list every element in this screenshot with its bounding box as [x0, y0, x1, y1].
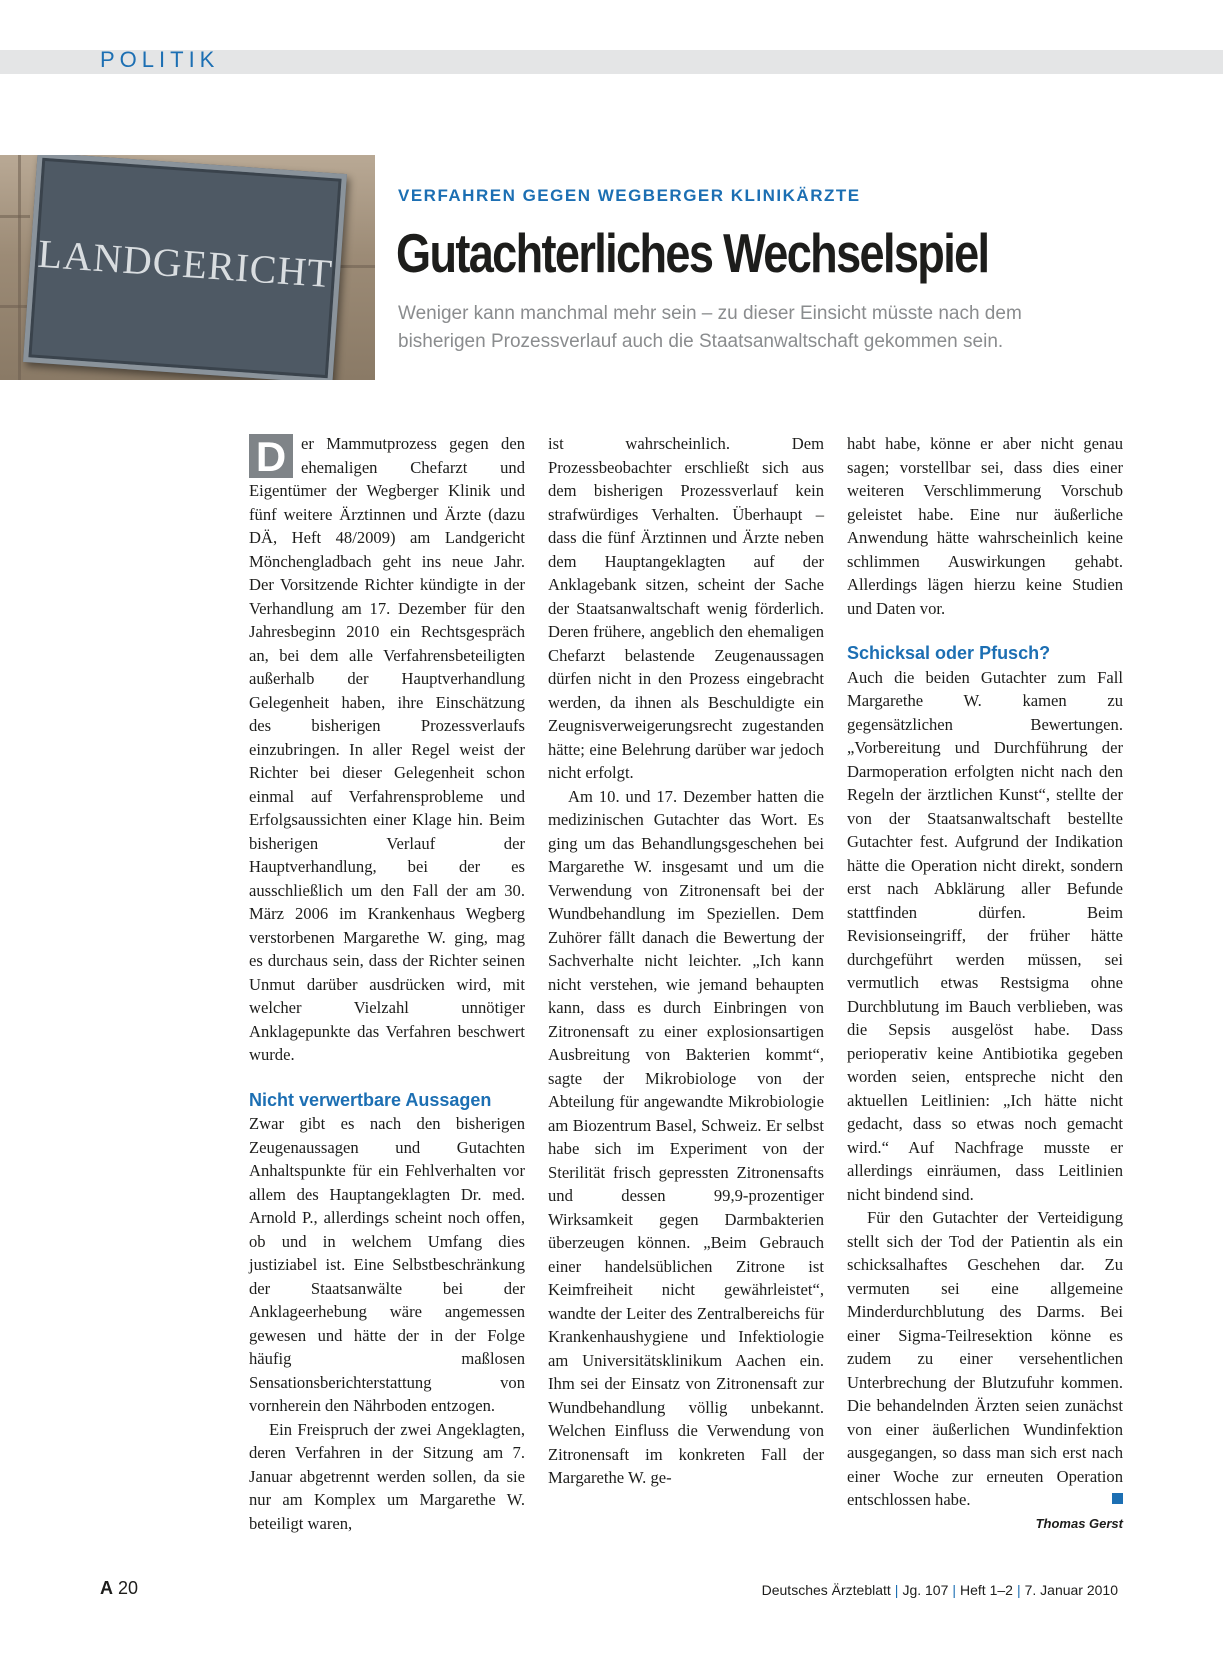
sign-text: LANDGERICHT	[36, 230, 335, 297]
article-headline: Gutachterliches Wechselspiel	[396, 222, 989, 284]
drop-cap: D	[249, 434, 293, 478]
body-paragraph	[847, 1206, 1123, 1512]
paragraph-text: er Mammutprozess gegen den ehemaligen Chefarzt und Eigentümer der Wegberger Klinik und fünf weitere Ärztinnen und Ärzte (dazu DÄ, Heft 48/2009) am Landgericht Mönchengladbach geht ins neue Jahr. Der Vorsitzende Richter kündigte in der Verhandlung am 17. Dezember für den Jahresbeginn 2010 ein Rechtsgespräch an, bei dem alle Verfahrensbeteiligten außerhalb der Hauptverhandlung Gelegenheit haben, ihre Einschätzung des bisherigen Prozessverlaufs einzubringen. In aller Regel weist der Richter bei dieser Gelegenheit schon einmal auf Verfahrensprobleme und Erfolgsaussichten einer Klage hin. Beim bisherigen Verlauf der Hauptverhandlung, bei der es ausschließlich um den Fall der am 30. März 2006 im Krankenhaus Wegberg verstorbenen Margarethe W. ging, mag es durchaus sein, dass der Richter seinen Unmut darüber ausdrücken wird, mit welcher Vielzahl unnötiger Anklagepunkte das Verfahren beschwert wurde.	[249, 434, 525, 1064]
body-paragraph: Auch die beiden Gutachter zum Fall Margarethe W. kamen zu gegensätzlichen Bewertungen. „Vorbereitung und Durchführung der Darmoperation erfolgten nicht nach den Regeln der ärztlichen Kunst“, stellte der von der Staatsanwaltschaft bestellte Gutachter fest. Aufgrund der Indikation hätte die Operation nicht direkt, sondern erst nach Abklärung aller Befunde stattfinden dürfen. Beim Revisionseingriff, der früher hätte durchgeführt werden müssen, sei vermutlich etwas Restsigma ohne Durchblutung im Bauch verblieben, was die Sepsis ausgelöst habe. Dass perioperativ keine Antibiotika gegeben worden seien, entspreche nicht den aktuellen Leitlinien: „Ich hätte nicht gedacht, dass so etwas noch gemacht wird.“ Auf Nachfrage musste er allerdings einräumen, dass Leitlinien nicht bindend sind.	[847, 667, 1123, 1204]
courthouse-sign	[23, 155, 347, 380]
paragraph-text: Für den Gutachter der Verteidigung stellt sich der Tod der Patientin als ein schicksalhaftes Geschehen dar. Zu vermuten sei eine allgemeine Minderdurchblutung des Darms. Bei einer Sigma-Teilresektion könne es zudem zu einer versehentlichen Unterbrechung der Blutzufuhr kommen. Die behandelnden Ärzten seien zunächst von einer äußerlichen Wundinfektion ausgegangen, so dass man sich erst nach einer Woche zur erneuten Operation entschlossen habe.	[847, 1208, 1123, 1509]
author-byline: Thomas Gerst	[1035, 1515, 1123, 1531]
article-lead: Weniger kann manchmal mehr sein – zu dieser Einsicht müsste nach dem bisherigen Prozessverlauf auch die Staatsanwaltschaft gekommen sein.	[398, 303, 1022, 352]
text-column-1	[249, 432, 525, 1535]
page-prefix: A	[100, 1578, 113, 1598]
page-number-value: 20	[118, 1578, 139, 1598]
article-photo	[0, 155, 375, 380]
body-paragraph	[249, 432, 525, 1067]
subheading: Nicht verwertbare Aussagen	[249, 1089, 492, 1110]
article-kicker: VERFAHREN GEGEN WEGBERGER KLINIKÄRZTE	[398, 186, 861, 205]
body-paragraph: Ein Freispruch der zwei Angeklagten, deren Verfahren in der Sitzung am 7. Januar abgetrennt werden sollen, da sie nur am Komplex um Margarethe W. beteiligt waren,	[249, 1419, 525, 1533]
journal-volume: Jg. 107	[902, 1582, 949, 1598]
journal-footer: Deutsches Ärzteblatt | Jg. 107 | Heft 1–2 | 7. Januar 2010	[761, 1582, 1118, 1598]
body-paragraph: ist wahrscheinlich. Dem Prozessbeobachter erschließt sich aus dem bisherigen Prozessverlauf kein strafwürdiges Verhalten. Überhaupt – dass die fünf Ärztinnen und Ärzte neben dem Hauptangeklagten auf der Anklagebank sitzen, scheint der Sache der Staatsanwaltschaft wenig förderlich. Deren frühere, angeblich den ehemaligen Chefarzt belastende Zeugenaussagen dürfen nicht in den Prozess eingebracht werden, da ihnen als Beschuldigte ein Zeugnisverweigerungsrecht zugestanden hätte; eine Belehrung darüber war jedoch nicht erfolgt.	[548, 434, 824, 782]
section-label: POLITIK	[100, 47, 220, 72]
end-of-article-mark	[1112, 1493, 1123, 1504]
text-column-3	[847, 432, 1123, 1535]
text-column-2	[548, 432, 824, 1490]
journal-name: Deutsches Ärzteblatt	[761, 1582, 891, 1598]
body-paragraph: Am 10. und 17. Dezember hatten die medizinischen Gutachter das Wort. Es ging um das Behandlungsgeschehen bei Margarethe W. insgesamt und um die Verwendung von Zitronensaft bei der Wundbehandlung im Speziellen. Dem Zuhörer fällt danach die Bewertung der Sachverhalte nicht leichter. „Ich kann nicht verstehen, wie jemand behaupten kann, dass es durch Einbringen von Zitronensaft zu einer explosionsartigen Ausbreitung von Bakterien kommt“, sagte der Mikrobiologe von der Abteilung für angewandte Mikrobiologie am Biozentrum Basel, Schweiz. Er selbst habe sich im Experiment von der Sterilität frisch gepressten Zitronensafts und dessen 99,9-prozentiger Wirksamkeit gegen Darmbakterien überzeugen können. „Beim Gebrauch einer handelsüblichen Zitrone ist Keimfreiheit nicht gewährleistet“, wandte der Leiter des Zentralbereichs für Krankenhaushygiene und Infektiologie am Universitätsklinikum Aachen ein. Ihm sei der Einsatz von Zitronensaft zur Wundbehandlung völlig unbekannt. Welchen Einfluss die Verwendung von Zitronensaft im konkreten Fall der Margarethe W. ge-	[548, 786, 824, 1487]
journal-date: 7. Januar 2010	[1024, 1582, 1118, 1598]
body-paragraph: Zwar gibt es nach den bisherigen Zeugenaussagen und Gutachten Anhaltspunkte für ein Fehlverhalten vor allem des Hauptangeklagten Dr. med. Arnold P., allerdings scheint noch offen, ob und in welchem Umfang dies justiziabel ist. Eine Selbstbeschränkung der Staatsanwälte bei der Anklageerhebung wäre angemessen gewesen und hätte der in der Folge häufig maßlosen Sensationsberichterstattung von vornherein den Nährboden entzogen.	[249, 1114, 525, 1415]
subheading: Schicksal oder Pfusch?	[847, 643, 1051, 663]
page-number	[100, 1578, 138, 1599]
journal-issue: Heft 1–2	[960, 1582, 1013, 1598]
body-paragraph: habt habe, könne er aber nicht genau sagen; vorstellbar sei, dass dies einer weiteren Verschlimmerung Vorschub geleistet habe. Eine nur äußerliche Anwendung hätte wahrscheinlich keine schlimmen Auswirkungen gehabt. Allerdings lägen hierzu keine Studien und Daten vor.	[847, 434, 1123, 618]
